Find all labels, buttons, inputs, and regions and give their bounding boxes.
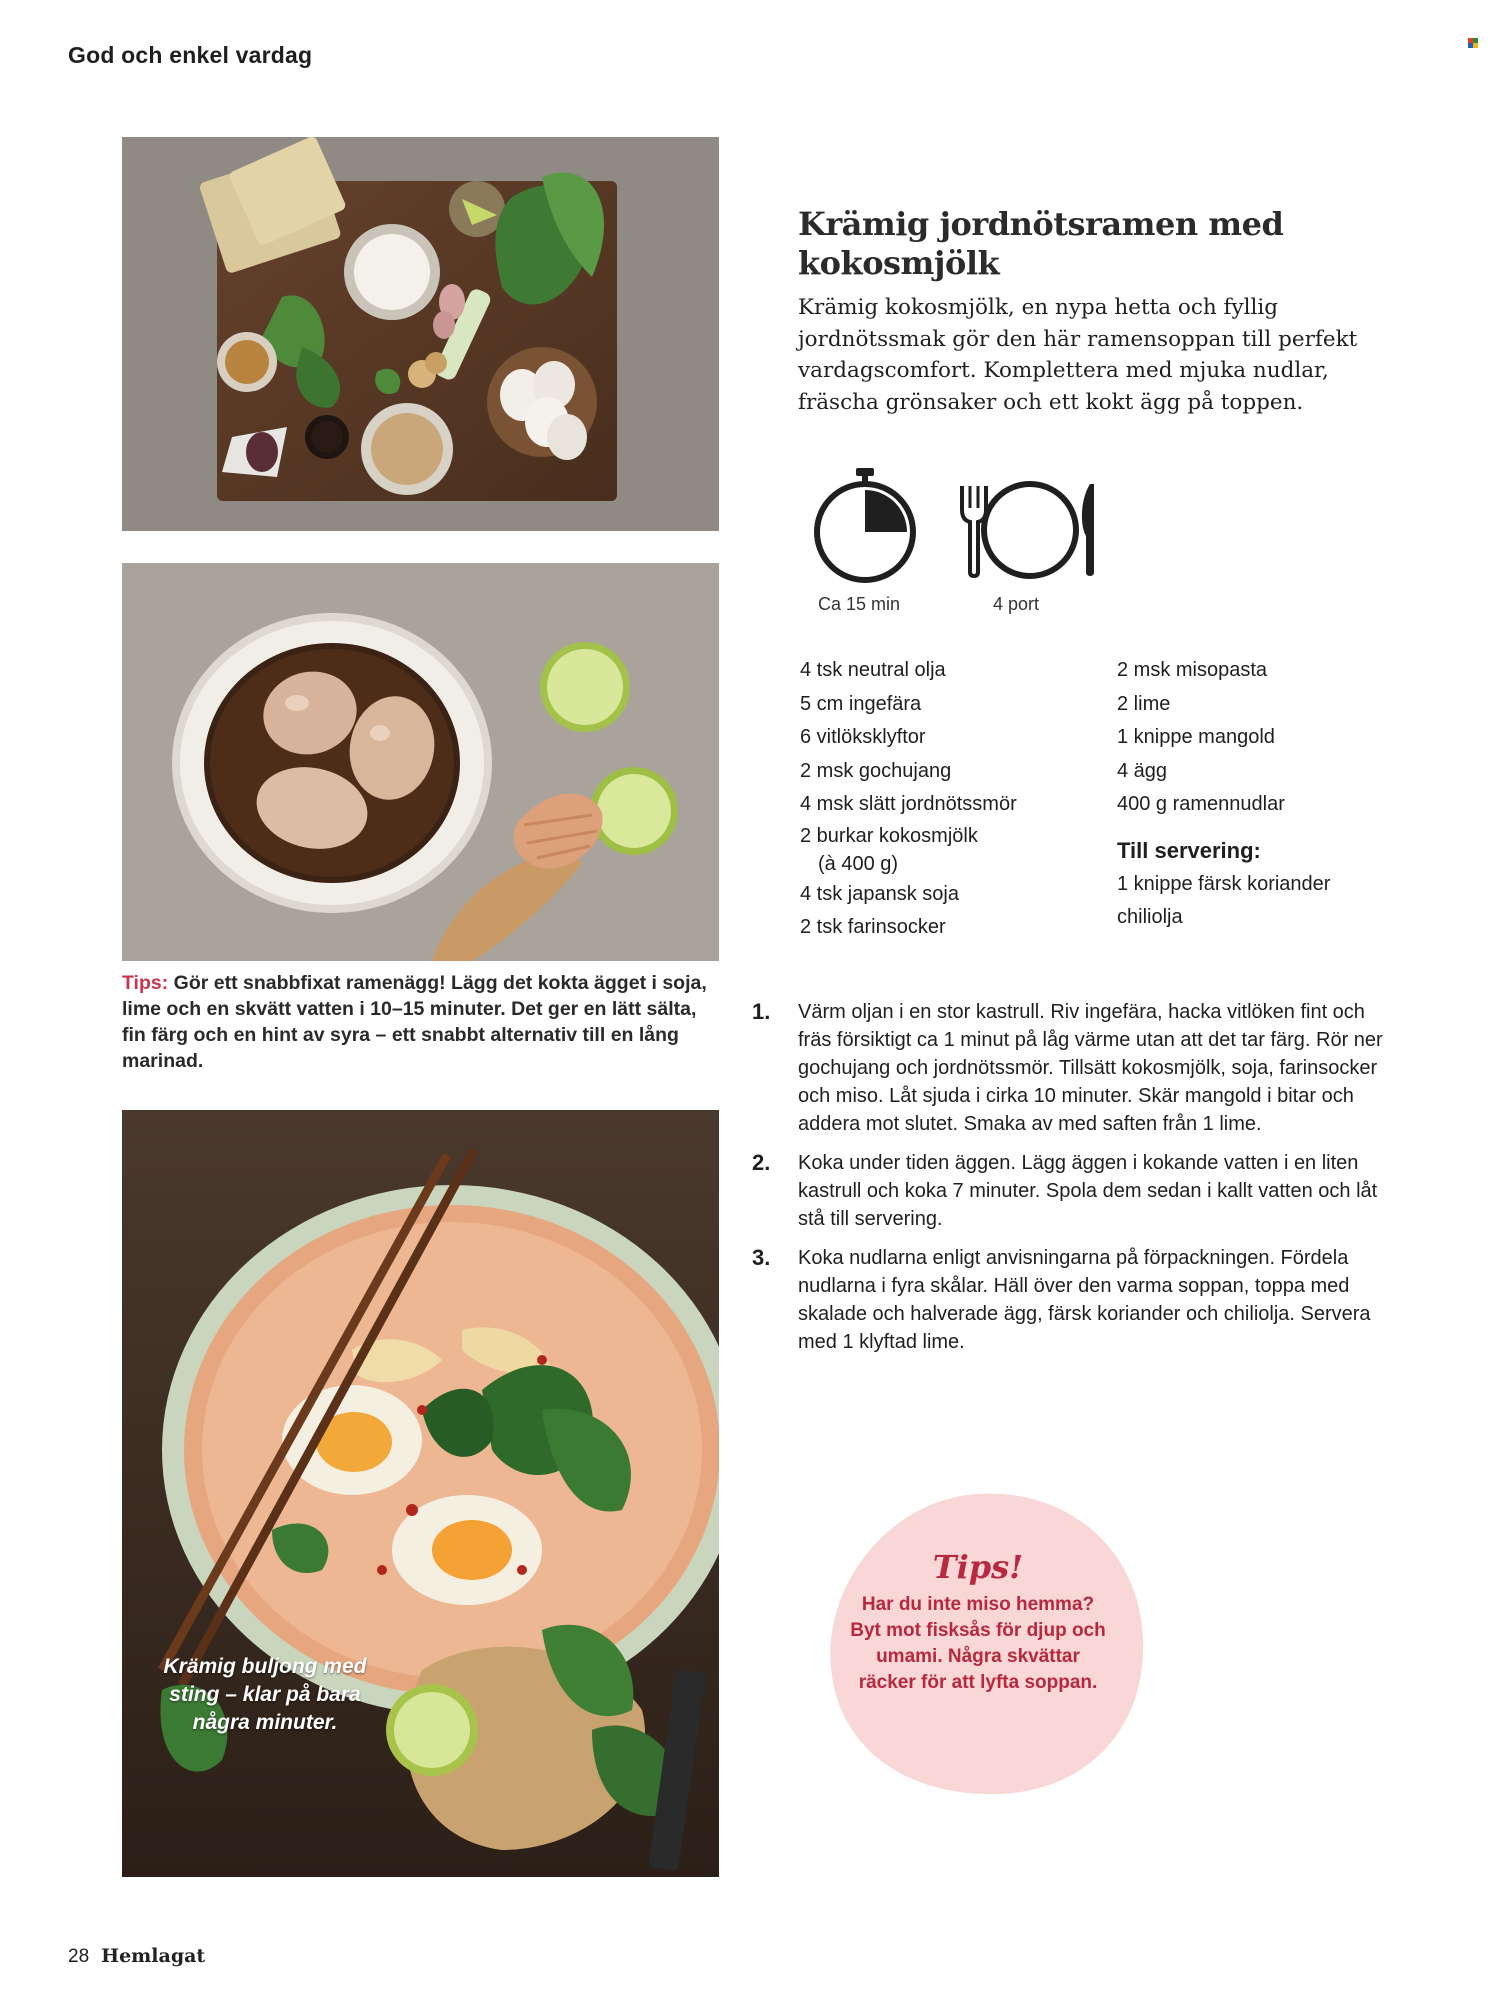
page-number: 28 [68,1946,90,1967]
side-tip-text: Gör ett snabbfixat ramenägg! Lägg det kokta ägget i soja, lime och en skvätt vatten i 10–15 minuter. Det ger en lätt sälta, fin färg och en hint av syra – ett snabbt alternativ till en lång marinad. [122,972,707,1072]
instruction-step [752,1244,1392,1356]
recipe-intro: Krämig kokosmjölk, en nypa hetta och fyllig jordnötssmak gör den här ramensoppan till perfekt vardagscomfort. Komplettera med mjuka nudlar, fräscha grönsaker och ett kokt ägg på toppen. [798,295,1358,415]
section-label: God och enkel vardag [68,42,313,68]
ingredient-item: 2 lime [1117,692,1171,715]
step-text: Värm oljan i en stor kastrull. Riv ingefära, hacka vitlöken fint och fräs försiktigt ca 1 minut på låg värme utan att det tar färg. Rör ner gochujang och jordnötssmör. Tillsätt kokosmjölk, soja, farinsocker och miso. Låt sjuda i cirka 10 minuter. Skär mangold i bitar och addera mot slutet. Smaka av med saften från 1 lime. [798,1001,1383,1135]
ingredients-photo [122,137,719,531]
stopwatch-icon [810,468,920,586]
tips-body: Har du inte miso hemma? Byt mot fisksås för djup och umami. Några skvättar räcker för att lyfta soppan. [850,1594,1106,1693]
recipe-title: Krämig jordnötsramen med kokosmjölk [798,205,1284,282]
step-text: Koka under tiden äggen. Lägg äggen i kokande vatten i en liten kastrull och koka 7 minuter. Spola dem sedan i kallt vatten och låt stå till servering. [798,1152,1378,1230]
ingredient-item: 4 tsk japansk soja [800,882,959,905]
ingredient-item: 400 g ramennudlar [1117,793,1285,815]
ingredient-item: 2 msk gochujang [800,759,952,782]
ingredient-item: 1 knippe mangold [1117,726,1275,748]
ingredient-item: 5 cm ingefära [800,692,922,715]
ingredient-item: 2 tsk farinsocker [800,916,946,938]
ingredient-item: 4 tsk neutral olja [800,659,946,681]
ingredient-item: 6 vitlöksklyftor [800,726,926,748]
ingredient-item: 2 burkar kokosmjölk [800,824,978,847]
step-text: Koka nudlarna enligt anvisningarna på förpackningen. Fördela nudlarna i fyra skålar. Häll över den varma soppan, toppa med skalade och halverade ägg, färsk koriander och chiliolja. Servera med 1 klyftad lime. [798,1247,1371,1353]
plate-cutlery-icon [958,480,1098,580]
ramen-bowl-photo [122,1110,719,1877]
instructions [752,998,1392,1367]
serving-item: chiliolja [1117,906,1183,928]
side-tip [122,970,722,1074]
ingredients-left [800,654,1100,945]
page-footer [68,1945,205,1968]
instruction-step [752,1149,1392,1233]
ingredient-item: 4 msk slätt jordnötssmör [800,793,1017,815]
serving-item: 1 knippe färsk koriander [1117,872,1331,895]
step-number: 3. [752,1245,771,1270]
eggs-in-marinade-photo [122,563,719,961]
time-label: Ca 15 min [818,594,901,614]
side-tip-lead: Tips: [122,972,169,994]
tips-title: Tips! [932,1548,1024,1586]
ingredient-item: 2 msk misopasta [1117,659,1268,681]
step-number: 1. [752,999,771,1024]
portions-label: 4 port [993,594,1040,614]
ingredients-right [1117,654,1397,935]
ingredient-item: 4 ägg [1117,759,1168,782]
corner-logo-mark [1468,38,1478,48]
magazine-name: Hemlagat [101,1945,206,1967]
tips-bubble [848,1548,1108,1696]
step-number: 2. [752,1150,771,1175]
photo-caption: Krämig buljong med sting – klar på bara några minuter. [163,1655,367,1734]
instruction-step [752,998,1392,1138]
serving-heading: Till servering: [1117,837,1261,863]
ingredient-item: (à 400 g) [818,852,899,875]
